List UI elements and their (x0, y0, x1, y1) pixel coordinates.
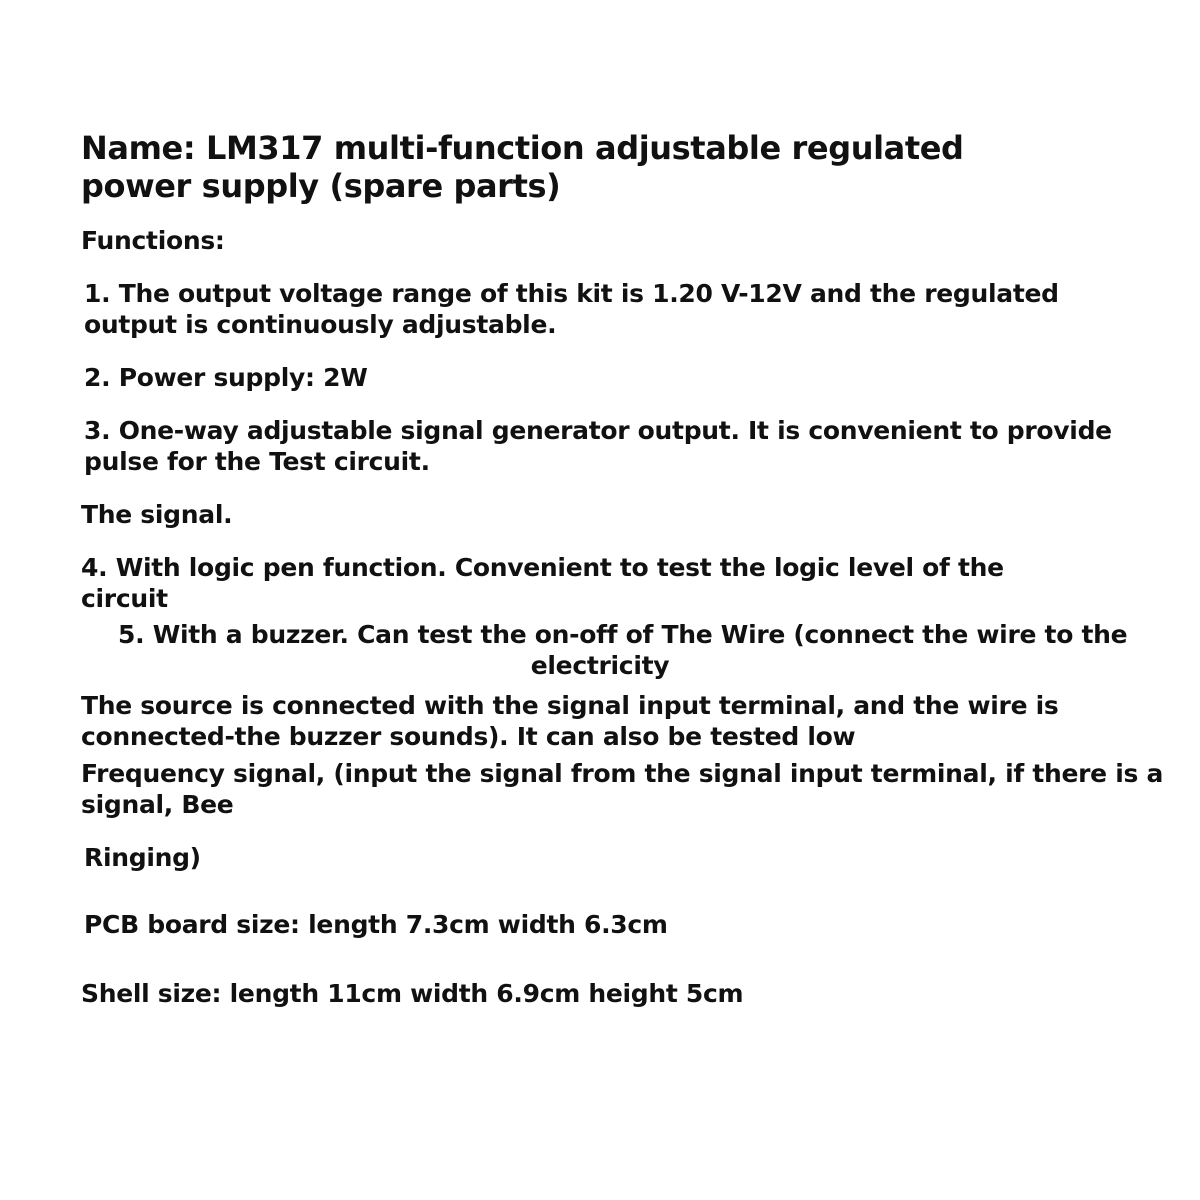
title-line-2: power supply (spare parts) (81, 167, 561, 205)
function-5-line-7: Ringing) (84, 843, 201, 872)
function-5-line-5: Frequency signal, (input the signal from the signal input terminal, if there is a (81, 759, 1164, 788)
function-4-line-1: 4. With logic pen function. Convenient to test the logic level of the (81, 553, 1004, 582)
functions-heading: Functions: (81, 226, 225, 255)
function-3-continuation: The signal. (81, 500, 233, 529)
function-1-line-2: output is continuously adjustable. (84, 310, 557, 339)
function-3-line-2: pulse for the Test circuit. (84, 447, 430, 476)
function-2: 2. Power supply: 2W (84, 363, 368, 392)
function-5-line-3: The source is connected with the signal input terminal, and the wire is (81, 691, 1059, 720)
function-5-line-2: electricity (530, 651, 670, 680)
function-3-line-1: 3. One-way adjustable signal generator output. It is convenient to provide (84, 416, 1112, 445)
pcb-board-size: PCB board size: length 7.3cm width 6.3cm (84, 910, 668, 939)
shell-size: Shell size: length 11cm width 6.9cm height 5cm (81, 979, 744, 1008)
function-4-line-2: circuit (81, 584, 168, 613)
function-5-line-6: signal, Bee (81, 790, 234, 819)
function-5-line-4: connected-the buzzer sounds). It can also be tested low (81, 722, 856, 751)
function-1-line-1: 1. The output voltage range of this kit is 1.20 V-12V and the regulated (84, 279, 1059, 308)
title-line-1: Name: LM317 multi-function adjustable regulated (81, 129, 964, 167)
function-5-line-1: 5. With a buzzer. Can test the on-off of The Wire (connect the wire to the (118, 620, 1128, 649)
